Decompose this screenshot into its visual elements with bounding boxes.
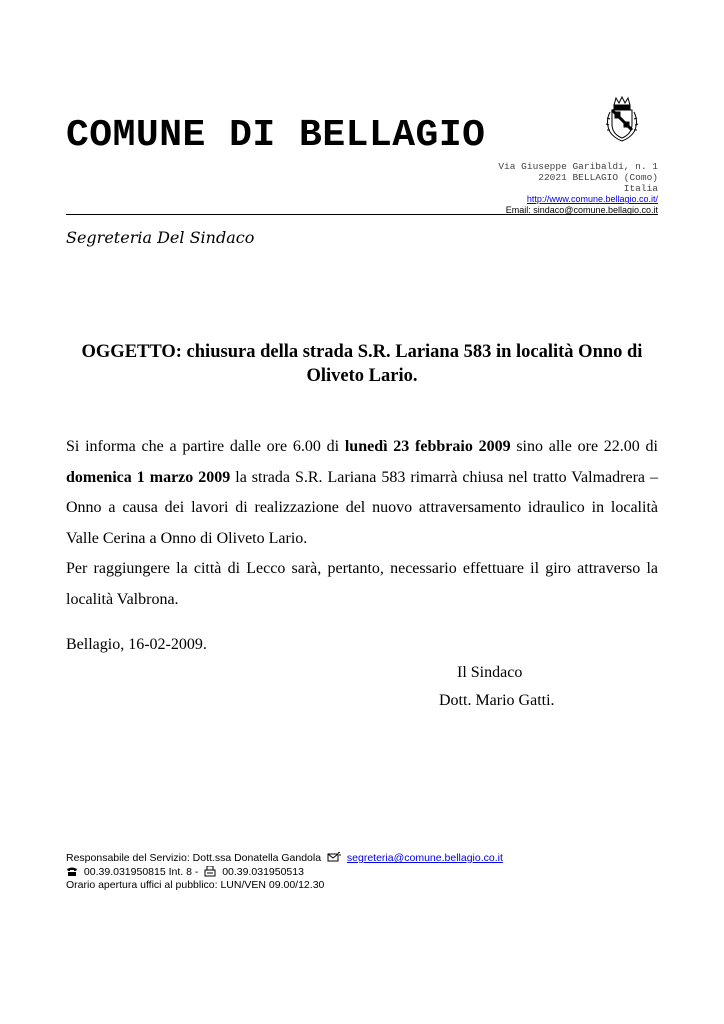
end-date: domenica 1 marzo 2009: [66, 468, 231, 486]
start-date: lunedì 23 febbraio 2009: [344, 438, 511, 455]
body-text: la strada S.R. Lariana 583 rimarrà chiusa nel tratto Valmadrera – Onno a causa dei lavori di realizzazione del nuovo attraversamento idraulico in località Valle Cerina a Onno di Oliveto Lario.: [66, 468, 658, 547]
address-country: Italia: [623, 183, 658, 194]
responsible-text: Responsabile del Servizio: Dott.ssa Donatella Gandola: [66, 852, 322, 864]
email-icon: [327, 852, 341, 867]
fax-number: 00.39.031950513: [222, 866, 304, 878]
body-text: Si informa che a partire dalle ore 6.00 di: [66, 438, 345, 455]
subject-heading: OGGETTO: chiusura della strada S.R. Lariana 583 in località Onno di Oliveto Lario.: [81, 342, 643, 386]
letter-body: [66, 432, 658, 615]
place-date: Bellagio, 16-02-2009.: [66, 636, 207, 653]
body-paragraph-2: Per raggiungere la città di Lecco sarà, pertanto, necessario effettuare il giro attraverso la località Valbrona.: [66, 560, 658, 608]
signer-role: Il Sindaco: [457, 664, 523, 681]
footer-hours: Orario apertura uffici al pubblico: LUN/VEN 09.00/12.30: [66, 879, 325, 891]
address-city: 22021 BELLAGIO (Como): [538, 172, 658, 183]
header-email: Email: sindaco@comune.bellagio.co.it: [505, 205, 658, 215]
footer-email-link[interactable]: segreteria@comune.bellagio.co.it: [346, 852, 503, 864]
signer-name: Dott. Mario Gatti.: [439, 692, 555, 709]
header-divider: [66, 214, 658, 215]
website-link[interactable]: http://www.comune.bellagio.co.it/: [526, 194, 658, 204]
phone-number: 00.39.031950815 Int. 8 -: [83, 866, 199, 878]
footer-responsible: [66, 852, 503, 867]
body-paragraph-1: [66, 432, 658, 554]
body-text: sino alle ore 22.00 di: [510, 438, 659, 455]
address-street: Via Giuseppe Garibaldi, n. 1: [498, 161, 658, 172]
page-title: COMUNE DI BELLAGIO: [66, 114, 486, 157]
office-name: Segreteria Del Sindaco: [66, 228, 255, 247]
coat-of-arms-icon: [604, 96, 640, 144]
